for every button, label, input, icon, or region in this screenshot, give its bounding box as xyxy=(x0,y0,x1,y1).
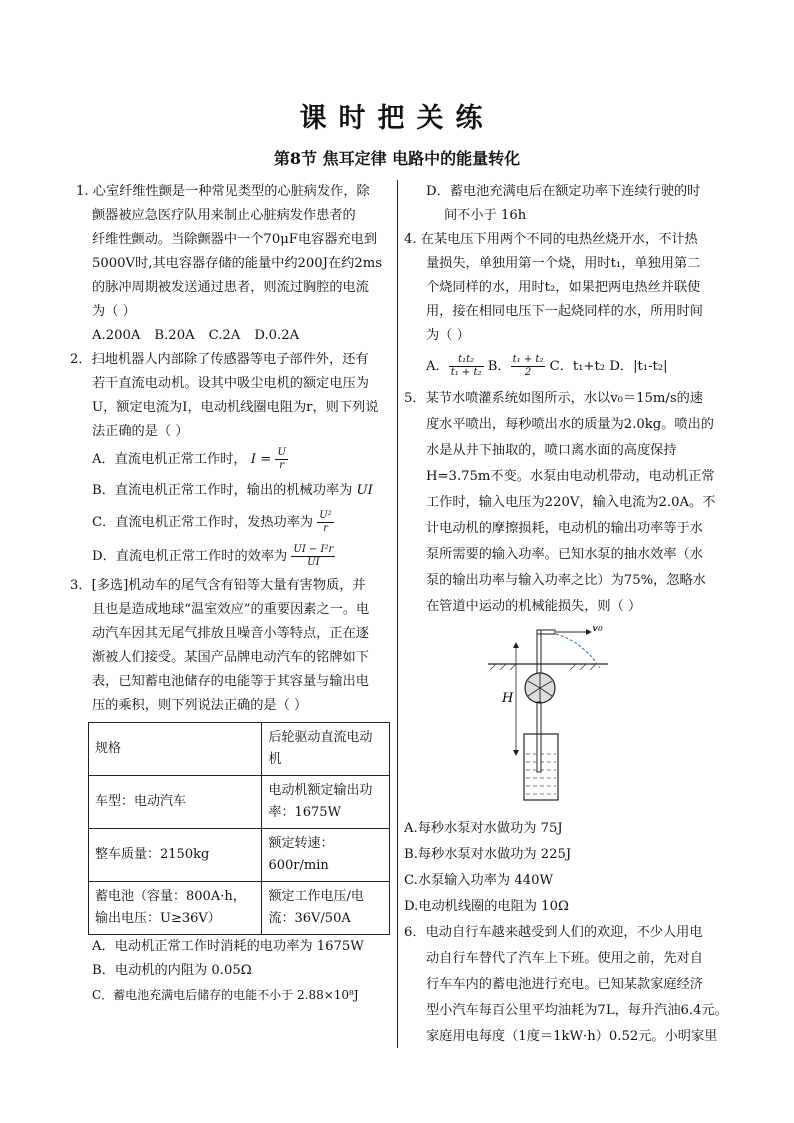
table-cell: 车型：电动汽车 xyxy=(89,776,262,829)
table-row xyxy=(89,776,390,829)
water-trajectory xyxy=(556,634,600,668)
q4-line: 在某电压下用两个不同的电热丝烧开水，不计热 xyxy=(420,232,698,247)
q4-option-a-text: A． xyxy=(426,359,449,374)
q6-line: 动自行车替代了汽车上下班。使用之前，先对自 xyxy=(426,951,703,966)
table-cell: 电动机额定输出功率：1675W xyxy=(262,776,390,829)
q6-line: 家庭用电每度（1度＝1kW·h）0.52元。小明家里 xyxy=(426,1029,718,1044)
q4-line: 用，接在相同电压下一起烧同样的水，所用时间 xyxy=(426,304,703,319)
q4-option-d[interactable]: D．|t₁-t₂| xyxy=(609,359,668,374)
section-subtitle: 第8节 焦耳定律 电路中的能量转化 xyxy=(273,149,521,168)
q5-option-d[interactable]: D.电动机线圈的电阻为 10Ω xyxy=(404,899,569,914)
q1-option-b[interactable]: B.20A xyxy=(154,328,195,343)
q2-line: 若干直流电动机。设其中吸尘电机的额定电压为 xyxy=(92,376,369,391)
q2-option-a-text: A．直流电机正常工作时， xyxy=(92,452,247,467)
q3-option-b[interactable]: B．电动机的内阻为 0.05Ω xyxy=(92,963,252,978)
q5-line: 计电动机的摩擦损耗，电动机的输出功率等于水 xyxy=(426,521,703,536)
inlet-pipe xyxy=(537,702,541,772)
q2-option-c[interactable] xyxy=(70,506,388,540)
q2-num: 2． xyxy=(70,352,92,367)
q5-line: 水是从井下抽取的，喷口离水面的高度保持 xyxy=(426,443,677,458)
q5-line: 泵所需要的输入功率。已知水泵的抽水效率（水 xyxy=(426,547,703,562)
h-label: H xyxy=(502,691,514,706)
question-2 xyxy=(70,348,388,574)
frac-denominator: t₁ + t₂ xyxy=(450,367,482,378)
q2-line: 法正确的是（ ） xyxy=(92,424,189,439)
q1-line: 为（ ） xyxy=(92,304,136,319)
q1-option-a[interactable]: A.200A xyxy=(92,328,141,343)
q4-option-b-text: B． xyxy=(487,359,511,374)
q1-num: 1. xyxy=(76,184,89,199)
q5-line: 度水平喷出，每秒喷出水的质量为2.0kg。喷出的 xyxy=(426,417,714,432)
q1-option-d[interactable]: D.0.2A xyxy=(254,328,300,343)
q1-line: 的脉冲周期被发送通过患者，则流过胸腔的电流 xyxy=(92,280,369,295)
height-arrow-bottom xyxy=(513,750,519,756)
q3-option-d[interactable]: D．蓄电池充满电后在额定功率下连续行驶的时 xyxy=(426,184,701,199)
q3-line: 表，已知蓄电池储存的电能等于其容量与输出电 xyxy=(92,674,369,689)
table-cell: 整车质量：2150kg xyxy=(89,829,262,882)
q4-line: 量损失，单独用第一个烧，用时t₁，单独用第二 xyxy=(426,256,701,271)
q2-option-b-text: B．直流电机正常工作时，输出的机械功率为 xyxy=(92,483,353,498)
q3-line: [多选]机动车的尾气含有铅等大量有害物质，并 xyxy=(91,578,366,593)
q1-line: 纤维性颤动。当除颤器中一个70μF电容器充电到 xyxy=(92,232,378,247)
q3-line: 且也是造成地球“温室效应”的重要因素之一。电 xyxy=(92,602,370,617)
table-row xyxy=(89,829,390,882)
q2-line: 扫地机器人内部除了传感器等电子部件外，还有 xyxy=(91,352,369,367)
q4-num: 4. xyxy=(404,232,417,247)
frac-numerator: UI − I²r xyxy=(293,544,334,555)
frac-denominator: r xyxy=(323,523,328,534)
right-column xyxy=(404,180,734,1050)
q6-line: 行车车内的蓄电池进行充电。已知某款家庭经济 xyxy=(426,977,703,992)
q2-option-d-fraction xyxy=(291,544,335,569)
column-divider xyxy=(397,180,398,1048)
q4-option-b-fraction xyxy=(511,354,546,379)
q4-line: 为（ ） xyxy=(426,328,470,343)
pump-diagram xyxy=(488,626,608,802)
q5-line: 在管道中运动的机械能损失，则（ ） xyxy=(426,599,642,614)
q6-line: 电动自行车越来越受到人们的欢迎，不少人用电 xyxy=(425,925,703,940)
q2-option-d[interactable] xyxy=(70,540,388,574)
question-5 xyxy=(404,386,734,920)
q1-line: 5000V时,其电容器存储的能量中约200J在约2ms xyxy=(92,256,383,271)
table-cell: 规格 xyxy=(89,723,262,776)
question-4 xyxy=(404,228,734,386)
table-cell: 额定工作电压/电流：36V/50A xyxy=(262,882,390,935)
q1-options xyxy=(70,324,388,348)
q2-option-d-text: D．直流电机正常工作时的效率为 xyxy=(92,549,288,564)
q3-option-c[interactable]: C．蓄电池充满电后储存的电能不小于 2.88×10⁸J xyxy=(92,988,359,1002)
frac-denominator: r xyxy=(279,460,285,471)
q6-line: 型小汽车每百公里平均油耗为7L，每升汽油6.4元。 xyxy=(426,1003,728,1018)
q5-line: 工作时，输入电压为220V，输入电流为2.0A。不 xyxy=(426,495,716,510)
q1-line: 颤器被应急医疗队用来制止心脏病发作患者的 xyxy=(92,208,356,223)
q2-option-b[interactable] xyxy=(70,476,388,506)
q5-line: H=3.75m不变。水泵由电动机带动，电动机正常 xyxy=(426,469,715,484)
frac-numerator: t₁ + t₂ xyxy=(512,354,544,365)
page-title: 课时把关练 xyxy=(299,103,495,134)
q4-option-c[interactable]: C．t₁+t₂ xyxy=(549,359,606,374)
frac-numerator: U xyxy=(277,447,286,458)
q3-line: 动汽车因其无尾气排放且噪音小等特点，正在逐 xyxy=(92,626,369,641)
table-cell: 后轮驱动直流电动机 xyxy=(262,723,390,776)
left-column xyxy=(70,180,388,1007)
q2-option-b-formula: UI xyxy=(356,483,373,498)
q2-option-c-text: C．直流电机正常工作时，发热功率为 xyxy=(92,515,314,530)
q5-line: 某节水喷灌系统如图所示，水以v₀＝15m/s的速 xyxy=(425,391,703,406)
q2-line: U，额定电流为I，电动机线圈电阻为r，则下列说 xyxy=(92,400,379,415)
q5-option-c[interactable]: C.水泵输入功率为 440W xyxy=(404,873,554,888)
q4-options xyxy=(404,348,734,386)
frac-numerator: U² xyxy=(319,510,332,521)
q5-line: 泵的输出功率与输入功率之比）为75%，忽略水 xyxy=(426,573,706,588)
q1-line: 心室纤维性颤是一种常见类型的心脏病发作，除 xyxy=(92,184,370,199)
q5-option-b[interactable]: B.每秒水泵对水做功为 225J xyxy=(404,847,572,862)
q3-option-a[interactable]: A．电动机正常工作时消耗的电功率为 1675W xyxy=(92,939,364,954)
q2-option-c-fraction xyxy=(317,510,333,535)
spec-table xyxy=(88,722,390,935)
question-3 xyxy=(70,574,388,1007)
v0-label: v₀ xyxy=(592,626,603,634)
frac-denominator: UI xyxy=(307,557,320,568)
q3-option-d-cont: 间不小于 16h xyxy=(444,208,527,223)
q4-option-a[interactable] xyxy=(426,354,484,378)
ground-hatch xyxy=(490,664,596,670)
frac-denominator: 2 xyxy=(524,367,532,378)
table-row xyxy=(89,723,390,776)
q3-line: 渐被人们接受。某国产品牌电动汽车的铭牌如下 xyxy=(92,650,369,665)
q5-option-a[interactable]: A.每秒水泵对水做功为 75J xyxy=(404,821,563,836)
table-row xyxy=(89,882,390,935)
question-1 xyxy=(70,180,388,348)
q5-num: 5． xyxy=(404,391,426,406)
q3-line: 压的乘积，则下列说法正确的是（ ） xyxy=(92,698,308,713)
q2-option-a-formula: I = xyxy=(250,452,272,467)
q1-option-c[interactable]: C.2A xyxy=(208,328,241,343)
q4-option-b[interactable] xyxy=(487,354,546,378)
frac-numerator: t₁t₂ xyxy=(449,354,484,367)
q6-num: 6． xyxy=(404,925,426,940)
q2-option-a-fraction xyxy=(275,447,287,472)
q3-num: 3． xyxy=(70,578,92,593)
height-arrow-top xyxy=(513,642,519,648)
q4-option-a-fraction xyxy=(449,354,484,379)
table-cell: 额定转速：600r/min xyxy=(262,829,390,882)
nozzle xyxy=(537,630,555,634)
q4-line: 个烧同样的水，用时t₂，如果把两电热丝并联使 xyxy=(426,280,701,295)
question-6 xyxy=(404,920,734,1050)
q2-option-a[interactable] xyxy=(70,444,388,476)
table-cell: 蓄电池（容量：800A·h，输出电压：U≥36V） xyxy=(89,882,262,935)
